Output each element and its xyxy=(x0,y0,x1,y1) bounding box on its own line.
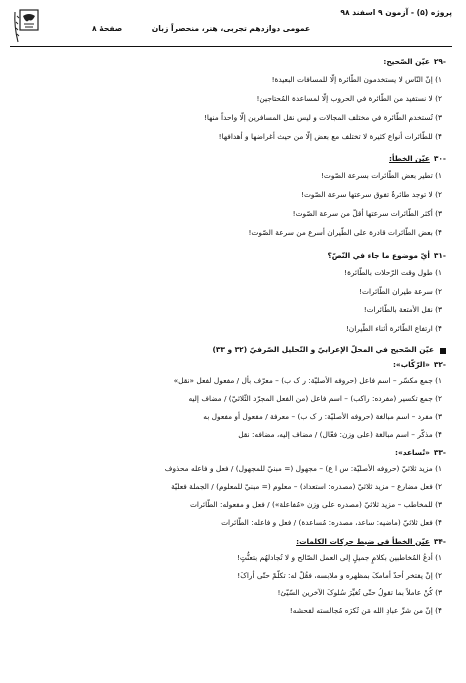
question-29 xyxy=(18,58,446,141)
option-1[interactable]: ۱) إنّ النّاس لا یستخدمون الطّائرة إلّا للمسافات البعیدة! xyxy=(271,74,442,84)
exam-title: پروژه (۵) - آزمون ۹ اسفند ۹۸ xyxy=(340,7,452,17)
option-4[interactable]: ۴) ارتفاع الطّائرة أثناء الطّیران! xyxy=(345,324,442,334)
question-number: -۳۳ xyxy=(433,448,446,458)
option-1[interactable]: ۱) مزید ثلاثيّ (حروفه الأصلیّة: س ا ع) – مجهول (= مبنيّ للمجهول) / فعل و فاعله محذوف xyxy=(164,464,442,474)
square-bullet-icon xyxy=(440,348,446,354)
option-3[interactable]: ۳) أکثر الطّائرات سرعتها أقلّ من سرعة الصّوت! xyxy=(292,209,442,218)
question-text: عیّن الخطأ: xyxy=(389,154,430,164)
header-divider xyxy=(10,46,452,47)
question-34 xyxy=(18,538,446,616)
page-number: صفحهٔ ۸ xyxy=(92,23,123,33)
question-number: -۳۲ xyxy=(433,360,446,369)
section-title: عیّن الصّحیح في المحلّ الإعرابيّ و التّحلیل الصّرفيّ (۳۲ و ۳۳) xyxy=(212,345,434,355)
option-1[interactable]: ۱) طول وقت الرّحلات بالطّائرة! xyxy=(344,267,442,277)
question-text: أيّ موضوع ما جاء في النّصّ؟ xyxy=(327,250,430,260)
question-text: عیّن الخطأ في ضبط حرکات الکلمات: xyxy=(296,536,430,546)
option-2[interactable]: ۲) فعل مضارع – مزید ثلاثيّ (مصدره: استعداد) – معلوم (= مبنيّ للمعلوم) / الجملة فعلیّة xyxy=(171,482,442,492)
option-2[interactable]: ۲) جمع تکسیر (مفرده: راکب) – اسم فاعل (من الفعل المجرّد الثّلاثيّ) / مضاف إلیه xyxy=(188,393,442,403)
question-31 xyxy=(18,252,446,334)
option-2[interactable]: ۲) سرعة طیران الطّائرات! xyxy=(359,286,442,296)
option-3[interactable]: ۳) مفرد – اسم مبالغة (حروفه الأصلیّة: ر ک ب) – معرفة / مفعول أو مفعول به xyxy=(203,411,442,421)
option-2[interactable]: ۲) لا توجد طائرةٌ تفوق سرعتها سرعة الصّوت! xyxy=(300,190,442,200)
option-2[interactable]: ۲) لا نستفید من الطّائرة في الحروب إلّا لمساعدة المُحتاجین! xyxy=(256,93,442,103)
option-3[interactable]: ۳) تُستخدم الطّائرة في مختلف المجالات و لیس نقل المسافرین إلّا واحداً منها! xyxy=(203,112,442,122)
option-1[interactable]: ۱) أدعُ المُخاطبین بکلامٍ جمیلٍ إلی العمل الصّالح و لا تُجادلهُم بتعنُّتٍ! xyxy=(236,552,442,562)
question-title xyxy=(18,58,446,67)
question-number: -۲۹ xyxy=(433,57,446,66)
option-4[interactable]: ۴) للطّائرات أنواع کثیرة لا تختلف مع بعض إلّا من حیث أغراضها و أهدافها! xyxy=(218,131,442,141)
question-title xyxy=(18,252,446,261)
exam-subtitle: عمومی دوازدهم تجربی، هنر، منحصراً زبان xyxy=(151,23,311,33)
option-3[interactable]: ۳) کُنْ عاملاً بما تقولُ حتّی تُغیِّرَ سُلوکَ الآخرین السّيّئ! xyxy=(277,588,442,598)
question-number: -۳۱ xyxy=(433,250,446,260)
question-33 xyxy=(18,449,446,527)
option-3[interactable]: ۳) نقل الأمتعة بالطّائرات! xyxy=(363,305,442,315)
option-2[interactable]: ۲) إنْ یفتخر أحدٌ أمامکَ بمظهره و ملابسه، فقُلْ له: تکلّمْ حتّی أراکَ! xyxy=(237,570,442,580)
question-number: -۳۴ xyxy=(433,536,446,546)
option-1[interactable]: ۱) تطیر بعض الطّائرات بسرعة الصّوت! xyxy=(320,171,442,181)
questions-content xyxy=(18,52,446,616)
question-30 xyxy=(18,155,446,237)
question-text: «الرّکّاب»: xyxy=(392,360,430,369)
question-title xyxy=(18,449,446,458)
option-4[interactable]: ۴) فعل ثلاثيّ (ماضیه: ساعد، مصدره: مُساعدة) / فعل و فاعله: الطّائرات xyxy=(221,517,442,527)
question-text: «تُساعد»: xyxy=(394,448,430,458)
option-1[interactable]: ۱) جمع مکسّر – اسم فاعل (حروفه الأصلیّة: ر ک ب) – معرّف بأل / مفعول لفعل «نقل» xyxy=(173,375,442,385)
question-number: -۳۰ xyxy=(433,154,446,164)
option-4[interactable]: ۴) بعض الطّائرات قادرة علی الطّیران أسرع من سرعة الصّوت! xyxy=(248,227,442,237)
option-4[interactable]: ۴) مذکّر – اسم مبالغة (علی وزن: فعّال) / مضاف إلیه، مضافه: نقل xyxy=(238,429,442,439)
section-heading xyxy=(18,346,446,355)
question-title xyxy=(18,538,446,547)
question-title xyxy=(18,361,446,370)
ghalamchi-logo xyxy=(12,8,42,44)
question-text: عیّن الصّحیح: xyxy=(383,57,430,66)
question-title xyxy=(18,155,446,164)
question-32 xyxy=(18,361,446,439)
option-3[interactable]: ۳) للمخاطب – مزید ثلاثيّ (مصدره علی وزن «مُفاعلة») / فعل و مفعوله: الطّائرات xyxy=(189,500,442,509)
page-header xyxy=(10,8,452,42)
option-4[interactable]: ۴) إنّ من شرِّ عبادِ الله مَن تُکرَه مُجالسته لفحشه! xyxy=(289,606,442,616)
